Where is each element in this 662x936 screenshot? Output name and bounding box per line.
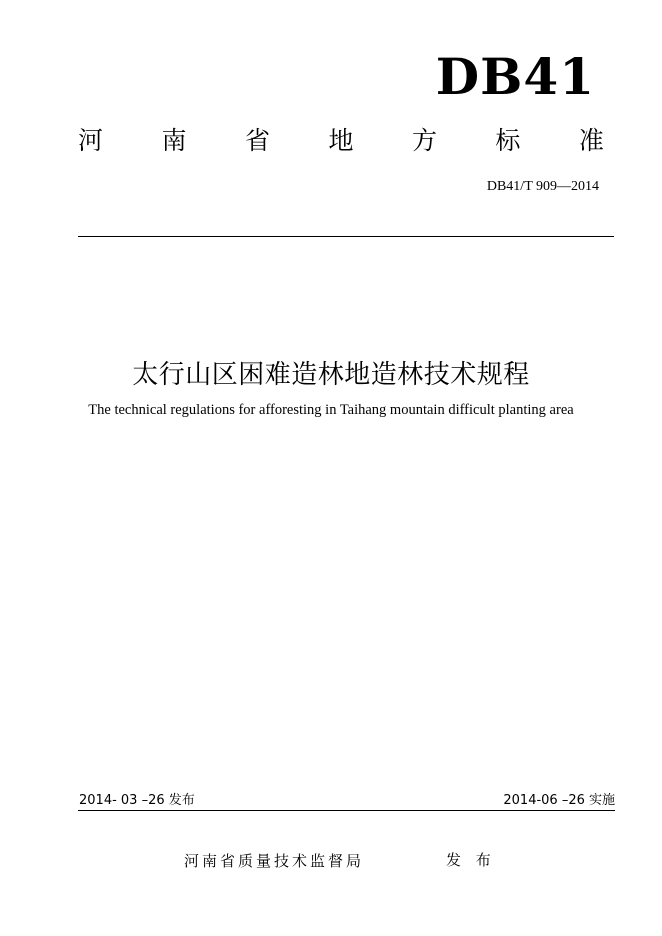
issuer-char: 地 bbox=[328, 126, 354, 155]
standard-code: DB41 bbox=[435, 47, 595, 106]
document-title-english: The technical regulations for afforesting in Taihang mountain difficult planting area bbox=[88, 402, 574, 418]
issuer-char: 标 bbox=[495, 126, 521, 155]
document-title-chinese: 太行山区困难造林地造林技术规程 bbox=[132, 360, 530, 390]
issuer-char: 河 bbox=[78, 126, 104, 155]
issuer-char: 方 bbox=[411, 126, 437, 155]
standard-number: DB41/T 909—2014 bbox=[486, 179, 599, 194]
issuer-title bbox=[78, 128, 604, 153]
footer-divider bbox=[78, 810, 615, 811]
publish-label: 发 布 bbox=[446, 851, 496, 869]
publisher-name: 河南省质量技术监督局 bbox=[184, 852, 365, 870]
header-divider bbox=[78, 236, 614, 237]
issuer-char: 省 bbox=[244, 126, 270, 155]
issuer-char: 准 bbox=[578, 126, 604, 155]
issue-date: 2014- 03 –26 发布 bbox=[79, 793, 195, 808]
issuer-char: 南 bbox=[161, 126, 187, 155]
effective-date: 2014-06 –26 实施 bbox=[503, 793, 615, 808]
